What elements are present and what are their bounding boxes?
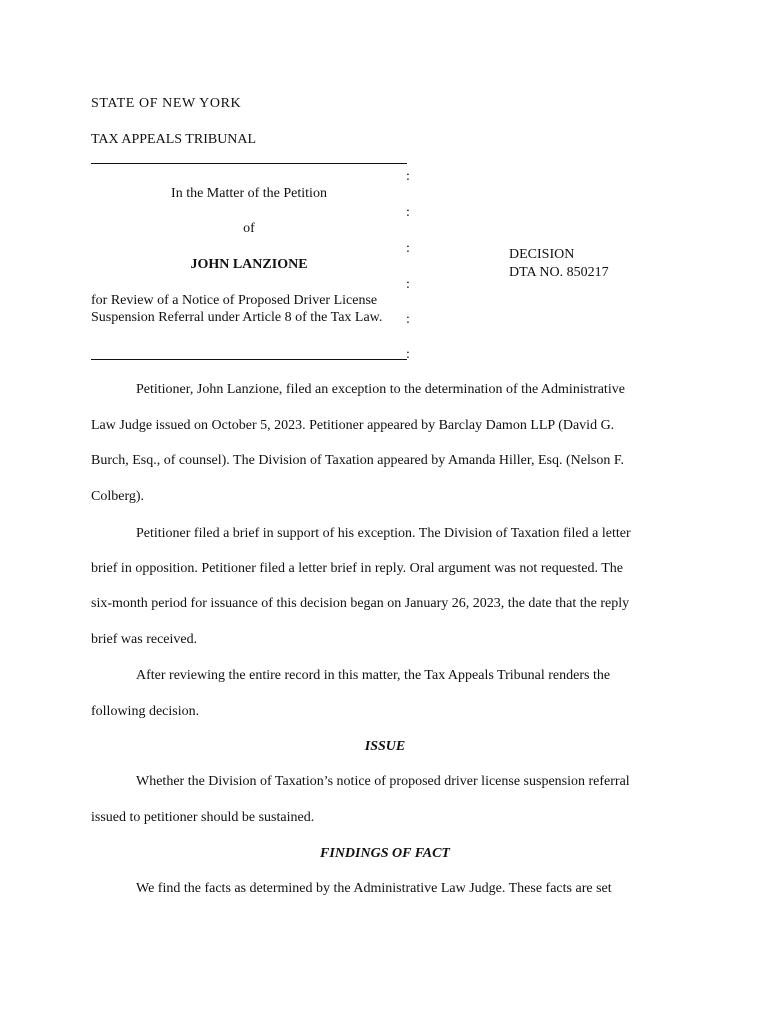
paragraph-line: brief was received.	[91, 632, 198, 647]
caption-of: of	[243, 221, 255, 236]
caption-colon: :	[406, 347, 410, 362]
petitioner-name: JOHN LANZIONE	[190, 257, 308, 272]
caption-bottom-rule	[91, 359, 407, 360]
caption-colon: :	[406, 205, 410, 220]
paragraph-line: six-month period for issuance of this decision began on January 26, 2023, the date that the reply	[91, 596, 630, 611]
findings-heading: FINDINGS OF FACT	[320, 846, 450, 861]
paragraph-line: issued to petitioner should be sustained.	[91, 810, 315, 825]
paragraph-line: Burch, Esq., of counsel). The Division of Taxation appeared by Amanda Hiller, Esq. (Nelson F.	[91, 453, 624, 468]
review-description: for Review of a Notice of Proposed Driver License Suspension Referral under Article 8 of the Tax Law.	[91, 293, 383, 325]
tribunal-heading: TAX APPEALS TRIBUNAL	[91, 132, 257, 147]
issue-heading: ISSUE	[364, 739, 406, 754]
paragraph-line: Petitioner, John Lanzione, filed an exception to the determination of the Administrative	[136, 382, 625, 397]
matter-of-petition: In the Matter of the Petition	[171, 186, 327, 201]
decision-label: DECISION	[509, 247, 575, 262]
paragraph-line: brief in opposition. Petitioner filed a letter brief in reply. Oral argument was not requested. The	[91, 561, 623, 576]
caption-colon: :	[406, 241, 410, 256]
caption-colon: :	[406, 312, 410, 327]
state-heading: STATE OF NEW YORK	[91, 96, 242, 111]
paragraph-line: We find the facts as determined by the Administrative Law Judge. These facts are set	[136, 881, 612, 896]
caption-top-rule	[91, 163, 407, 164]
paragraph-line: Whether the Division of Taxation’s notice of proposed driver license suspension referral	[136, 774, 630, 789]
paragraph-line: Law Judge issued on October 5, 2023. Petitioner appeared by Barclay Damon LLP (David G.	[91, 418, 615, 433]
paragraph-line: Colberg).	[91, 489, 145, 504]
paragraph-line: After reviewing the entire record in this matter, the Tax Appeals Tribunal renders the	[136, 668, 611, 683]
dta-number: DTA NO. 850217	[509, 265, 609, 280]
caption-colon: :	[406, 169, 410, 184]
paragraph-line: following decision.	[91, 704, 200, 719]
paragraph-line: Petitioner filed a brief in support of his exception. The Division of Taxation filed a letter	[136, 526, 631, 541]
caption-colon: :	[406, 277, 410, 292]
